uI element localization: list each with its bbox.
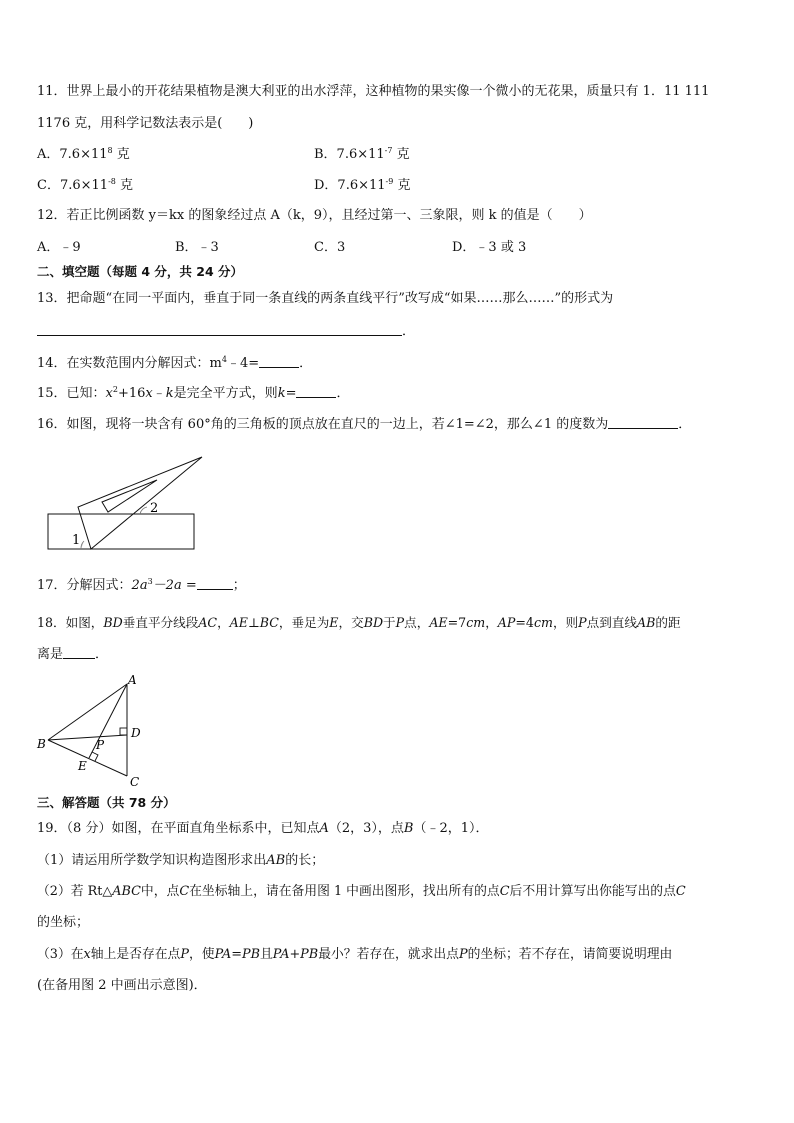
q16-blank — [608, 416, 678, 429]
q18-blank — [63, 646, 95, 659]
q13-answer-line: ． — [37, 323, 415, 341]
angle-2-label: 2 — [150, 501, 159, 516]
q19-part3-line2: (在备用图 2 中画出示意图)． — [37, 978, 207, 993]
q15-text: 15．已知：$x^2+16x﹣k$是完全平方式，则k= ． — [37, 385, 350, 401]
q16-ruler-triangle-figure — [44, 452, 206, 554]
label-A: A — [128, 673, 137, 687]
q12-option-d: D．﹣3 或 3 — [452, 240, 527, 255]
q12-option-a: A．﹣9 — [37, 240, 81, 255]
label-B: B — [37, 737, 46, 751]
section-solutions-heading: 三、解答题（共 78 分） — [37, 795, 176, 810]
q19-intro: 19．（8 分）如图，在平面直角坐标系中，已知点A（2，3），点B（﹣2，1）． — [37, 821, 489, 836]
q19-part3-line1: （3）在x轴上是否存在点P，使PA=PB且PA+PB最小？若存在，就求出点P的坐标；若不存在，请简要说明理由 — [37, 947, 673, 962]
q12-option-c: C．3 — [314, 240, 346, 255]
q18-line2: 离是 ． — [37, 647, 109, 662]
q15-blank — [296, 385, 336, 398]
q11-option-a: A．$7.6\times 11^8$ 克 — [37, 146, 130, 162]
q12-option-b: B．﹣3 — [175, 240, 219, 255]
q17-text: 17．分解因式：$2a^3-2a$ = ； — [37, 577, 246, 593]
q19-part2-line2: 的坐标； — [37, 915, 90, 930]
q11-option-d: D．$7.6\times 11^{-9}$ 克 — [314, 177, 411, 193]
q18-triangle-figure — [34, 670, 154, 792]
q19-part2-line1: （2）若 Rt△ABC中，点C在坐标轴上，请在备用图 1 中画出图形，找出所有的点C后不用计算写出你能写出的点C — [37, 884, 686, 899]
right-angle-D — [120, 728, 127, 735]
q18-line1: 18．如图，BD垂直平分线段AC，AE⊥BC，垂足为E，交BD于P点，AE=7cm，AP=4cm，则P点到直线AB的距 — [37, 615, 681, 630]
q17-blank — [197, 577, 233, 590]
q11-option-b: B．$7.6\times 11^{-7}$ 克 — [314, 146, 410, 162]
q14-blank — [259, 355, 299, 368]
q16-text: 16．如图，现将一块含有 60°角的三角板的顶点放在直尺的一边上，若∠1=∠2，那么∠1 的度数为 ． — [37, 417, 692, 432]
right-angle-E — [92, 752, 98, 761]
q13-text: 13．把命题“在同一平面内，垂直于同一条直线的两条直线平行”改写成“如果……那么……”的形式为 — [37, 291, 614, 306]
angle-1-label: 1 — [72, 533, 81, 548]
label-C: C — [130, 775, 140, 789]
segment-AE — [89, 684, 127, 758]
segment-BC — [48, 740, 127, 776]
segment-BA — [48, 684, 127, 740]
label-D: D — [131, 726, 141, 740]
segment-BD — [48, 735, 127, 740]
q11-line2: 1176 克，用科学记数法表示是( ) — [37, 116, 254, 131]
q11-line1: 11．世界上最小的开花结果植物是澳大利亚的出水浮萍，这种植物的果实像一个微小的无花果，质量只有 1．11 111 — [37, 84, 710, 99]
angle-1-arc — [81, 541, 84, 549]
label-P: P — [96, 738, 105, 752]
q14-text: 14．在实数范围内分解因式：$m^4﹣4=$ ． — [37, 355, 313, 371]
section-fill-in-heading: 二、填空题（每题 4 分，共 24 分） — [37, 264, 244, 279]
q11-option-c: C．$7.6\times 11^{-8}$ 克 — [37, 177, 133, 193]
label-E: E — [78, 759, 87, 773]
q19-part1: （1）请运用所学数学知识构造图形求出AB的长； — [37, 853, 325, 868]
q13-blank — [37, 323, 402, 336]
q12-text: 12．若正比例函数 y＝kx 的图象经过点 A（k，9），且经过第一、三象限，则 k 的值是（ ） — [37, 208, 592, 223]
set-square-outer — [78, 457, 202, 549]
